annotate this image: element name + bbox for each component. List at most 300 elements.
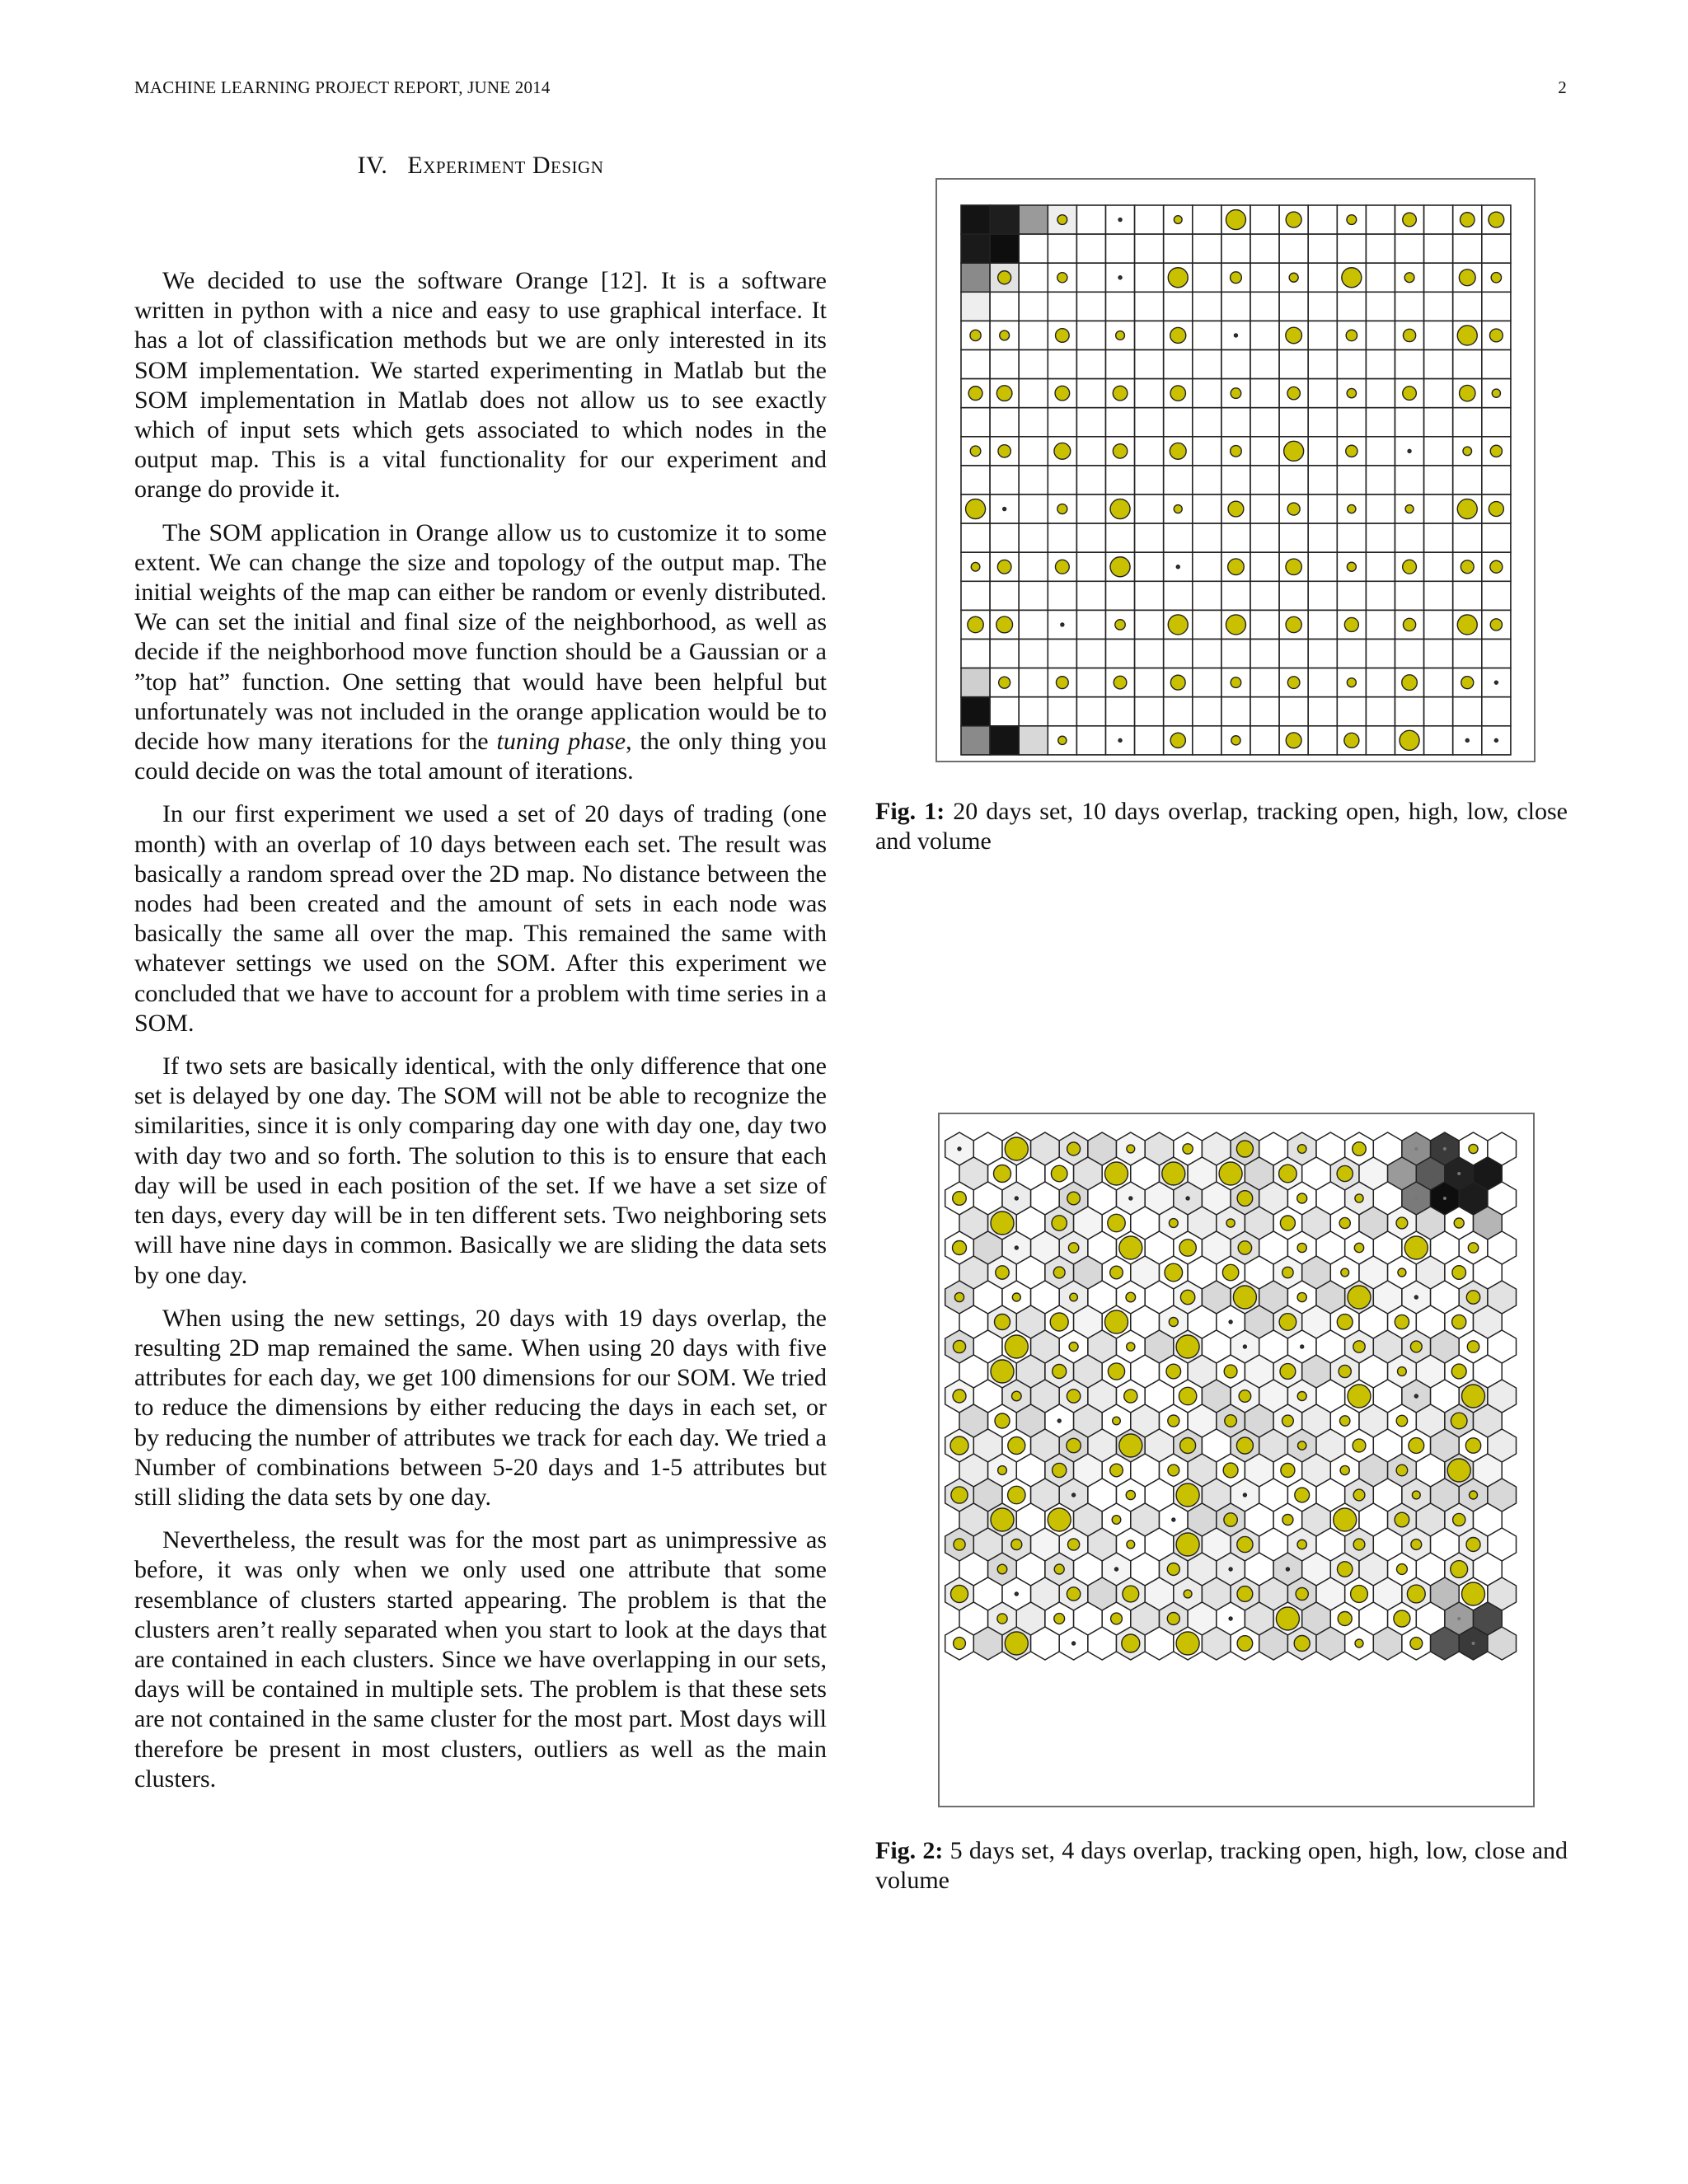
som-node	[1076, 234, 1105, 263]
som-node	[1193, 640, 1221, 668]
som-hit-marker	[1289, 273, 1298, 282]
paragraph-text: Nevertheless, the result was for the most part as unimpressive as before, it was only when we only used one attribute that some resemblance of clusters started appearing. The problem is that the clusters aren’t really separated when you start to look at the days that are contained in each clusters. Since we have overlapping in our sets, days will be contained in multiple sets. The problem is that these sets are not contained in the same cluster for the most part. Most days will therefore be present in most clusters, outliers as well as the main clusters.	[134, 1526, 827, 1793]
som-hit-marker	[1118, 218, 1122, 222]
som-node	[1424, 640, 1453, 668]
paragraph-text: When using the new settings, 20 days with 19 days overlap, the resulting 2D map remained the same. When using 20 days with five attributes for each day, we get 100 dimensions for our SOM. We tried to reduce the dimensions by either reducing the days in each set, or by reducing the number of attributes we track for each day. We tried a Number of combinations between 5-20 days and 1-5 attributes but still sliding the data sets by one day.	[134, 1304, 827, 1511]
figure-2-svg	[940, 1114, 1533, 1806]
som-node	[1019, 523, 1048, 552]
som-node	[1135, 205, 1164, 234]
som-hit-marker	[1105, 1310, 1128, 1333]
som-node	[1221, 350, 1250, 379]
som-hit-marker	[1489, 502, 1503, 517]
som-hit-marker	[1462, 1385, 1485, 1408]
som-hit-marker	[1052, 1216, 1067, 1230]
som-hit-marker	[1337, 1165, 1353, 1181]
som-node	[1424, 523, 1453, 552]
som-hit-marker	[1338, 1612, 1352, 1626]
som-hit-marker	[1403, 387, 1417, 401]
som-node	[1135, 350, 1164, 379]
som-hit-marker	[1282, 1415, 1294, 1427]
som-node	[990, 466, 1019, 494]
som-node	[1279, 523, 1308, 552]
body-paragraph	[134, 518, 827, 787]
som-node	[1135, 523, 1164, 552]
som-node	[1076, 263, 1105, 292]
som-hit-marker	[1414, 1394, 1418, 1398]
som-hit-marker	[1176, 1335, 1199, 1358]
som-node	[1019, 494, 1048, 523]
som-hit-marker	[1233, 1286, 1256, 1309]
som-hit-marker	[1243, 1345, 1246, 1348]
figure-1-label: Fig. 1:	[875, 798, 945, 825]
som-hit-marker	[1231, 446, 1242, 457]
som-node	[1221, 581, 1250, 610]
som-hit-marker	[1053, 1267, 1065, 1278]
som-hit-marker	[970, 330, 981, 340]
som-node	[990, 292, 1019, 321]
som-node	[1250, 494, 1279, 523]
som-node	[1424, 668, 1453, 697]
som-hit-marker	[1012, 1293, 1020, 1301]
som-node	[1193, 466, 1221, 494]
som-node	[1076, 552, 1105, 581]
som-hit-marker	[1344, 733, 1359, 748]
som-hit-marker	[1297, 1392, 1306, 1401]
som-hit-marker	[953, 1241, 967, 1255]
som-hit-marker	[1353, 1341, 1365, 1352]
som-hit-marker	[1176, 1632, 1199, 1655]
som-node	[1135, 263, 1164, 292]
som-hit-marker	[1451, 1364, 1466, 1379]
som-node	[1221, 523, 1250, 552]
som-hit-marker	[1229, 1617, 1232, 1620]
som-node	[1424, 321, 1453, 349]
som-node	[1019, 350, 1048, 379]
som-hit-marker	[1072, 1642, 1076, 1645]
som-node	[1308, 205, 1337, 234]
som-node	[1164, 523, 1193, 552]
som-hit-marker	[1238, 1241, 1251, 1254]
som-node	[1135, 726, 1164, 755]
som-hit-marker	[1051, 1165, 1067, 1182]
som-hit-marker	[953, 1340, 965, 1352]
som-node	[1135, 292, 1164, 321]
som-hit-marker	[1070, 1293, 1078, 1301]
som-hit-marker	[1287, 387, 1300, 399]
som-node	[961, 263, 990, 292]
som-node	[1366, 726, 1395, 755]
som-hit-marker	[1297, 1292, 1306, 1301]
som-node	[1164, 234, 1193, 263]
som-node	[1366, 640, 1395, 668]
som-hit-marker	[1457, 1172, 1461, 1175]
som-hit-marker	[1008, 1437, 1025, 1455]
som-hit-marker	[968, 616, 983, 632]
som-hit-marker	[1170, 327, 1186, 343]
som-hit-marker	[1169, 1318, 1178, 1327]
som-hit-marker	[1451, 1561, 1468, 1578]
som-node	[1106, 350, 1135, 379]
figure-2-som-map	[938, 1113, 1535, 1807]
som-hit-marker	[1179, 1387, 1196, 1404]
som-hit-marker	[1490, 445, 1502, 457]
som-node	[1019, 640, 1048, 668]
som-hit-marker	[1054, 443, 1071, 459]
som-hit-marker	[1414, 1296, 1418, 1299]
som-hit-marker	[1286, 1568, 1289, 1571]
som-hit-marker	[1355, 1194, 1363, 1202]
som-node	[1366, 581, 1395, 610]
som-hit-marker	[1405, 505, 1414, 513]
som-hit-marker	[1447, 1459, 1470, 1482]
som-hit-marker	[1162, 1162, 1185, 1185]
page-number: 2	[1558, 77, 1567, 97]
som-hit-marker	[1354, 1243, 1363, 1252]
som-hit-marker	[1237, 1191, 1253, 1207]
som-hit-marker	[1174, 216, 1182, 224]
paragraph-text: , the only thing you could decide on was the total amount of iterations.	[134, 728, 827, 785]
som-hit-marker	[1168, 615, 1188, 635]
som-node	[1366, 379, 1395, 408]
som-node	[1279, 640, 1308, 668]
som-hit-marker	[1174, 505, 1182, 513]
som-hit-marker	[1334, 1508, 1357, 1531]
som-hit-marker	[1110, 1266, 1123, 1279]
som-node	[1250, 263, 1279, 292]
som-hit-marker	[991, 1212, 1014, 1235]
som-node	[1048, 523, 1076, 552]
som-hit-marker	[1297, 1145, 1306, 1154]
som-hit-marker	[1403, 560, 1417, 574]
som-node	[1019, 234, 1048, 263]
som-hit-marker	[1301, 1345, 1304, 1348]
som-node	[1308, 552, 1337, 581]
som-node	[1164, 350, 1193, 379]
som-hit-marker	[1279, 1165, 1297, 1183]
som-hit-marker	[1398, 1268, 1406, 1277]
som-hit-marker	[1110, 499, 1130, 519]
som-node	[1366, 437, 1395, 466]
som-node	[1250, 697, 1279, 726]
som-hit-marker	[1068, 1243, 1078, 1253]
som-node	[1076, 494, 1105, 523]
som-hit-marker	[998, 271, 1011, 284]
figure-1-caption-text: 20 days set, 10 days overlap, tracking open, high, low, close and volume	[875, 798, 1568, 855]
som-node	[1395, 292, 1424, 321]
som-hit-marker	[1048, 1508, 1071, 1531]
som-hit-marker	[954, 1292, 964, 1301]
som-node	[961, 292, 990, 321]
som-hit-marker	[1451, 1413, 1467, 1429]
som-node	[1048, 466, 1076, 494]
som-hit-marker	[997, 560, 1011, 574]
som-hit-marker	[1353, 1142, 1367, 1156]
som-hit-marker	[1280, 1364, 1296, 1380]
som-node	[1106, 408, 1135, 437]
som-hit-marker	[1054, 1614, 1065, 1624]
som-node	[1308, 697, 1337, 726]
som-node	[1019, 292, 1048, 321]
som-hit-marker	[1226, 210, 1245, 230]
som-hit-marker	[1404, 1236, 1428, 1259]
som-node	[1076, 581, 1105, 610]
som-node	[1250, 292, 1279, 321]
som-hit-marker	[958, 1147, 961, 1151]
som-hit-marker	[966, 499, 986, 519]
body-paragraph	[134, 1526, 827, 1794]
som-hit-marker	[1243, 1493, 1246, 1497]
som-node	[1482, 408, 1511, 437]
som-hit-marker	[1105, 1162, 1128, 1185]
som-hit-marker	[1126, 1490, 1135, 1499]
som-hit-marker	[1297, 1540, 1306, 1549]
som-node	[1019, 263, 1048, 292]
som-hit-marker	[1492, 389, 1500, 397]
som-node	[1076, 408, 1105, 437]
som-node	[1308, 523, 1337, 552]
som-hit-marker	[997, 1564, 1007, 1574]
som-node	[1308, 581, 1337, 610]
som-hit-marker	[1491, 273, 1501, 283]
som-node	[990, 205, 1019, 234]
som-hit-marker	[1279, 1314, 1296, 1331]
som-hit-marker	[1282, 1267, 1293, 1277]
som-node	[1424, 263, 1453, 292]
som-node	[1308, 350, 1337, 379]
body-paragraph	[134, 799, 827, 1038]
som-node	[1019, 552, 1048, 581]
som-hit-marker	[1490, 619, 1502, 630]
som-hit-marker	[1348, 1385, 1371, 1408]
som-hit-marker	[1108, 1363, 1124, 1380]
som-node	[1048, 640, 1076, 668]
som-node	[1424, 379, 1453, 408]
som-hit-marker	[1126, 1292, 1136, 1302]
som-node	[1019, 379, 1048, 408]
som-node	[1250, 321, 1279, 349]
som-node	[1076, 379, 1105, 408]
som-node	[1019, 408, 1048, 437]
som-hit-marker	[1067, 1587, 1080, 1601]
som-node	[1250, 523, 1279, 552]
som-hit-marker	[1067, 1390, 1080, 1403]
som-node	[990, 523, 1019, 552]
som-hit-marker	[1469, 1144, 1478, 1153]
som-hit-marker	[1005, 1632, 1028, 1655]
som-hit-marker	[1337, 1315, 1353, 1330]
som-hit-marker	[1287, 503, 1300, 515]
som-hit-marker	[1346, 330, 1357, 340]
figure-1-caption	[875, 797, 1568, 856]
som-hit-marker	[1176, 1483, 1199, 1507]
som-hit-marker	[1053, 1463, 1067, 1477]
som-hit-marker	[1463, 447, 1472, 456]
som-node	[1279, 292, 1308, 321]
som-hit-marker	[1286, 616, 1301, 632]
som-hit-marker	[1355, 1639, 1363, 1647]
som-node	[961, 640, 990, 668]
som-hit-marker	[1239, 1390, 1251, 1403]
som-node	[1019, 697, 1048, 726]
som-node	[1221, 292, 1250, 321]
som-hit-marker	[1340, 1465, 1349, 1474]
som-node	[1308, 321, 1337, 349]
som-hit-marker	[1170, 733, 1185, 748]
som-node	[1019, 321, 1048, 349]
som-hit-marker	[1414, 1197, 1418, 1200]
som-hit-marker	[1231, 272, 1242, 284]
som-node	[1366, 292, 1395, 321]
som-hit-marker	[1170, 675, 1185, 690]
som-node	[1106, 292, 1135, 321]
som-hit-marker	[1226, 615, 1245, 635]
som-hit-marker	[1443, 1197, 1447, 1200]
som-hit-marker	[1403, 329, 1415, 341]
som-hit-marker	[1167, 1563, 1179, 1576]
som-hit-marker	[1470, 1491, 1478, 1499]
som-node	[1076, 726, 1105, 755]
som-node	[1076, 321, 1105, 349]
som-hit-marker	[1236, 1141, 1253, 1157]
som-hit-marker	[1465, 1438, 1480, 1453]
som-node	[1193, 552, 1221, 581]
som-node	[990, 640, 1019, 668]
som-node	[1482, 466, 1511, 494]
som-hit-marker	[1489, 329, 1503, 342]
som-hit-marker	[1067, 1438, 1081, 1452]
som-hit-marker	[1298, 1441, 1306, 1450]
som-node	[1308, 466, 1337, 494]
som-hit-marker	[1114, 676, 1127, 689]
som-hit-marker	[1056, 329, 1070, 343]
som-node	[1395, 466, 1424, 494]
som-hit-marker	[1452, 1266, 1466, 1280]
som-hit-marker	[1494, 738, 1498, 742]
som-hit-marker	[1110, 1464, 1123, 1477]
som-hit-marker	[1494, 681, 1498, 684]
som-hit-marker	[1412, 1491, 1420, 1499]
som-hit-marker	[1340, 1416, 1350, 1426]
som-node	[1453, 234, 1482, 263]
som-node	[1135, 408, 1164, 437]
som-hit-marker	[1286, 212, 1301, 227]
som-hit-marker	[1286, 327, 1302, 344]
figure-2-label: Fig. 2:	[875, 1837, 944, 1864]
som-node	[1279, 466, 1308, 494]
som-hit-marker	[1169, 1219, 1178, 1228]
som-hit-marker	[1472, 1642, 1475, 1645]
som-node	[1279, 408, 1308, 437]
som-hit-marker	[1400, 730, 1419, 750]
som-hit-marker	[1410, 1638, 1423, 1650]
som-hit-marker	[1224, 1365, 1237, 1378]
som-node	[1135, 668, 1164, 697]
som-hit-marker	[1466, 1291, 1479, 1304]
som-node	[1193, 234, 1221, 263]
som-node	[1193, 263, 1221, 292]
som-hit-marker	[1219, 1162, 1242, 1185]
som-node	[1279, 234, 1308, 263]
som-hit-marker	[1011, 1540, 1022, 1550]
som-hit-marker	[1111, 1613, 1123, 1624]
som-node	[1193, 379, 1221, 408]
som-hit-marker	[1465, 738, 1469, 742]
som-hit-marker	[1346, 445, 1357, 457]
som-hit-marker	[1454, 1218, 1464, 1228]
som-node	[1482, 640, 1511, 668]
som-node	[961, 234, 990, 263]
som-node	[1424, 408, 1453, 437]
som-node	[1366, 697, 1395, 726]
som-node	[1424, 350, 1453, 379]
body-paragraph	[134, 1052, 827, 1291]
som-hit-marker	[1286, 733, 1301, 748]
som-node	[1250, 205, 1279, 234]
som-hit-marker	[1294, 1636, 1310, 1652]
som-hit-marker	[998, 445, 1010, 457]
som-node	[1135, 379, 1164, 408]
som-hit-marker	[1176, 565, 1179, 569]
som-node	[961, 726, 990, 755]
som-hit-marker	[1224, 1513, 1237, 1526]
som-node	[1337, 350, 1366, 379]
som-node	[1048, 234, 1076, 263]
som-hit-marker	[1113, 444, 1127, 458]
som-node	[1366, 668, 1395, 697]
som-hit-marker	[1353, 1439, 1366, 1452]
som-node	[961, 668, 990, 697]
som-node	[1193, 321, 1221, 349]
figure-2-caption	[875, 1836, 1568, 1896]
som-node	[1076, 523, 1105, 552]
som-node	[961, 523, 990, 552]
som-node	[1308, 640, 1337, 668]
som-hit-marker	[1286, 559, 1301, 574]
som-node	[1048, 581, 1076, 610]
som-hit-marker	[996, 386, 1012, 401]
som-hit-marker	[1168, 1465, 1179, 1476]
som-node	[1366, 466, 1395, 494]
som-node	[1424, 466, 1453, 494]
som-hit-marker	[1461, 677, 1474, 689]
som-node	[1193, 726, 1221, 755]
som-node	[1019, 466, 1048, 494]
section-title: Experiment Design	[407, 152, 604, 179]
som-node	[1308, 234, 1337, 263]
som-node	[961, 466, 990, 494]
som-node	[1076, 350, 1105, 379]
som-node	[1366, 321, 1395, 349]
som-hit-marker	[1467, 1341, 1479, 1352]
som-node	[1135, 494, 1164, 523]
som-node	[1076, 640, 1105, 668]
som-node	[1308, 437, 1337, 466]
som-node	[1048, 697, 1076, 726]
paragraph-text: In our first experiment we used a set of 20 days of trading (one month) with an overlap of 10 days between each set. The result was basically a random spread over the 2D map. No distance between the nodes had been created and the amount of sets in each node was basically the same all over the map. This remained the same with whatever settings we used on the SOM. After this experiment we concluded that we have to account for a problem with time series in a SOM.	[134, 800, 827, 1037]
som-hit-marker	[1167, 1613, 1179, 1625]
som-node	[1279, 350, 1308, 379]
som-hit-marker	[1459, 269, 1475, 286]
som-hit-marker	[1403, 213, 1417, 227]
som-node	[1076, 205, 1105, 234]
som-hit-marker	[996, 1266, 1009, 1279]
som-hit-marker	[1414, 1147, 1418, 1151]
som-node	[1135, 581, 1164, 610]
som-hit-marker	[1395, 1315, 1409, 1329]
som-node	[1193, 668, 1221, 697]
som-hit-marker	[1353, 1539, 1365, 1550]
som-hit-marker	[953, 1390, 966, 1403]
